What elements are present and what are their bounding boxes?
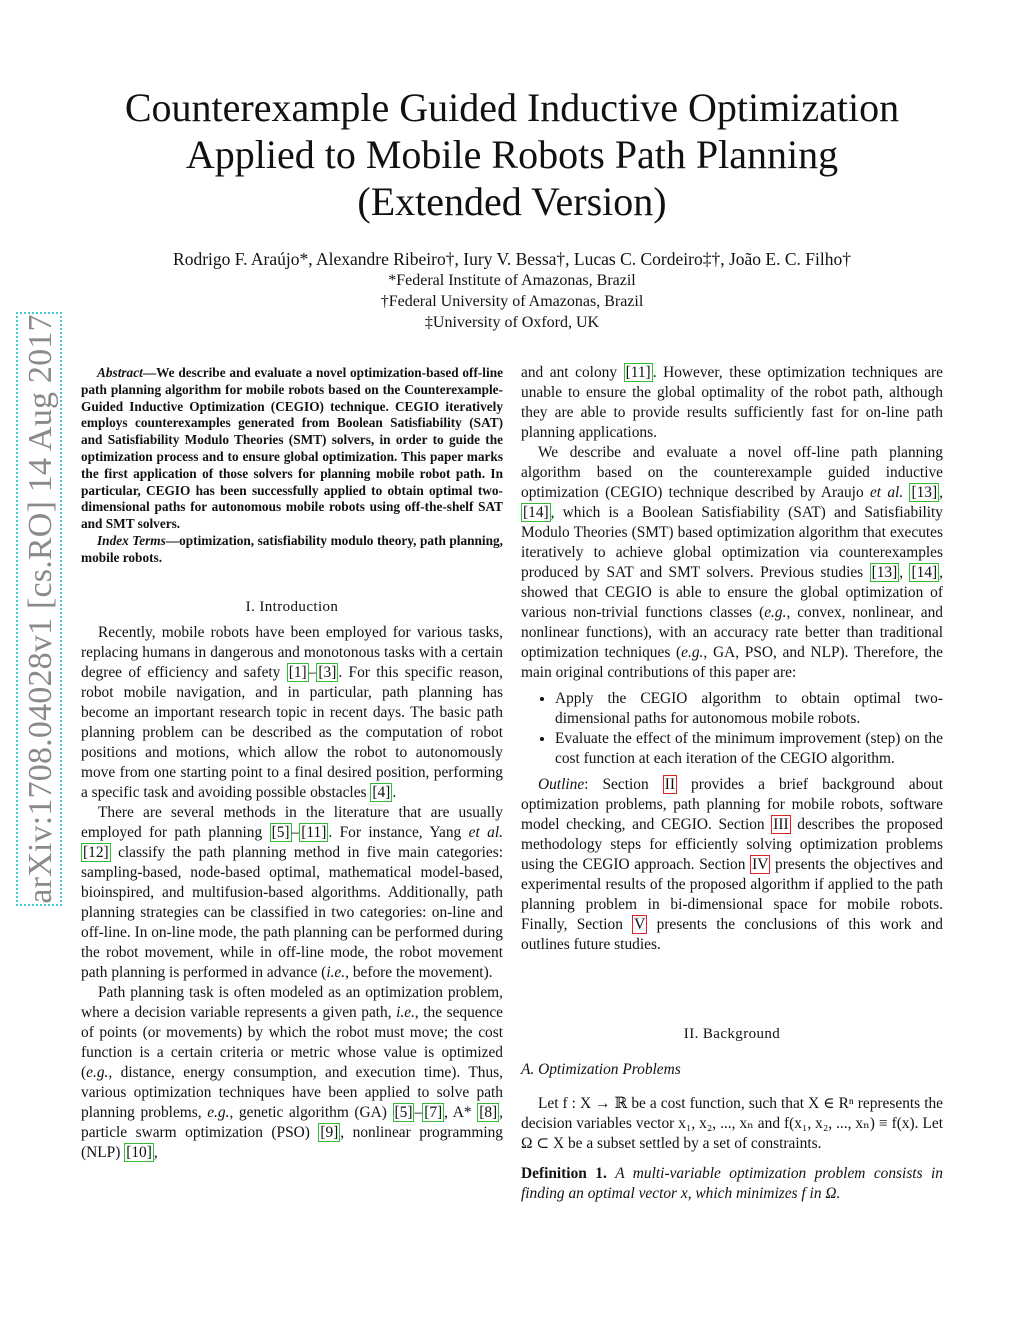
title-line-2: Applied to Mobile Robots Path Planning: [185, 132, 839, 177]
citation-link[interactable]: [3]: [318, 664, 337, 681]
outline-label: Outline: [538, 776, 585, 793]
right-column-text: [521, 363, 943, 955]
citation-link[interactable]: [13]: [871, 564, 898, 581]
citation-link[interactable]: [13]: [911, 484, 938, 501]
index-terms-text: —optimization, satisfiability modulo theory, path planning, mobile robots.: [81, 532, 503, 565]
citation-link[interactable]: [12]: [83, 844, 109, 861]
list-item: • Apply the CEGIO algorithm to obtain optimal two-dimensional paths for autonomous mobile robots.: [555, 689, 943, 729]
citation-link[interactable]: [7]: [424, 1104, 443, 1121]
author-list: Rodrigo F. Araújo*, Alexandre Ribeiro†, Iury V. Bessa†, Lucas C. Cordeiro‡†, João E. C. Filho†: [173, 249, 851, 269]
list-item: • Evaluate the effect of the minimum improvement (step) on the cost function at each iteration of the CEGIO algorithm.: [555, 729, 943, 769]
intro-paragraph-2: There are several methods in the literature that are usually employed for path planning [5] – [11] . For instance, Yang et al. [12] classify the path planning method in five main categories: sampling-based, node-based optimal, mathematical model-based, bioinspired, and multifusion-based algorithms. Additionally, path planning strategies can be classified in two categories: on-line and off-line. In on-line mode, the path planning can be performed during the robot movement, while in off-line mode, the robot movement path planning is performed in advance (i.e., before the movement).: [81, 804, 503, 981]
intro-paragraph-4: We describe and evaluate a novel off-line path planning algorithm based on the counterexample guided inductive optimization (CEGIO) technique described by Araujo et al. [13] , [14] , which is a Boolean Satisfiability (SAT) and Satisfiability Modulo Theories (SMT) based optimization algorithm that executes iteratively to achieve global optimization via counterexamples produced by SAT and SMT solvers. Previous studies [13] , [14] , showed that CEGIO is able to ensure the global optimization of various non-trivial functions classes (e.g., convex, nonlinear, and nonlinear functions), with an accuracy rate better than traditional optimization techniques (e.g., GA, PSO, and NLP). Therefore, the main original contributions of this paper are:: [521, 444, 943, 681]
definition-1: Definition 1. A multi-variable optimization problem consists in finding an optimal vector x, which minimizes f in Ω.: [521, 1165, 943, 1202]
citation-link[interactable]: [11]: [625, 364, 651, 381]
outline-paragraph: Outline: Section II provides a brief background about optimization problems, path planning for mobile robots, software model checking, and CEGIO. Section III describes the proposed methodology steps for efficiently solving optimization problems using the CEGIO approach. Section IV presents the objectives and experimental results of the proposed algorithm if applied to the path planning problem in bi-dimensional space for mobile robots. Finally, Section V presents the conclusions of this work and outlines future studies.: [521, 776, 943, 953]
citation-link[interactable]: [11]: [301, 824, 327, 841]
index-terms-label: Index Terms: [97, 532, 166, 548]
citation-link[interactable]: [4]: [372, 784, 391, 801]
affiliation-2: †Federal University of Amazonas, Brazil: [380, 293, 644, 310]
section-link[interactable]: V: [634, 916, 646, 933]
title-line-3: (Extended Version): [357, 179, 667, 224]
citation-link[interactable]: [8]: [479, 1104, 498, 1121]
paper-title: [100, 84, 924, 225]
section-heading-introduction: I. Introduction: [245, 599, 339, 615]
background-text: [521, 1094, 943, 1204]
intro-text: [81, 623, 503, 1163]
citation-link[interactable]: [5]: [394, 1104, 413, 1121]
intro-paragraph-3: Path planning task is often modeled as an optimization problem, where a decision variable represents a given path, i.e., the sequence of points (or movements) by which the robot must move; the cost function is a certain criteria or metric whose value is optimized (e.g., distance, energy consumption, and execution time). Thus, various optimization techniques have been applied to solve path planning problems, e.g., genetic algorithm (GA) [5] – [7] , A* [8] , particle swarm optimization (PSO) [9] , nonlinear programming (NLP) [10] ,: [81, 984, 503, 1161]
abstract: [81, 365, 503, 567]
title-line-1: Counterexample Guided Inductive Optimization: [124, 85, 900, 130]
citation-link[interactable]: [14]: [911, 564, 938, 581]
section-link[interactable]: IV: [752, 856, 769, 873]
affiliation-3: ‡University of Oxford, UK: [424, 314, 600, 331]
citation-link[interactable]: [5]: [271, 824, 290, 841]
citation-link[interactable]: [14]: [523, 504, 549, 521]
section-link[interactable]: III: [773, 816, 789, 833]
citation-link[interactable]: [1]: [288, 664, 307, 681]
section-heading-background: II. Background: [683, 1026, 781, 1042]
subsection-optimization-problems: A. Optimization Problems: [521, 1061, 681, 1078]
contributions-list: [521, 689, 943, 769]
intro-paragraph-1: Recently, mobile robots have been employed for various tasks, replacing humans in dangerous and monotonous tasks with a certain degree of efficiency and safety [1] – [3] . For this specific reason, robot mobile navigation, and in particular, path planning has become an important research topic in recent days. The basic path planning problem can be described as the computation of robot positions and motions, which allow the robot to autonomously move from one starting point to a final desired position, performing a specific task and avoiding possible obstacles [4] .: [81, 624, 503, 801]
affiliation-1: *Federal Institute of Amazonas, Brazil: [388, 272, 636, 289]
citation-link[interactable]: [10]: [126, 1144, 152, 1161]
abstract-text: —We describe and evaluate a novel optimization-based off-line path planning algorithm for mobile robots based on the Counterexample-Guided Inductive Optimization (CEGIO) technique. CEGIO iteratively employs counterexamples generated from Boolean Satisfiability (SAT) and Satisfiability Modulo Theories (SMT) solvers, in order to guide the optimization process and to ensure global optimization. This paper marks the first application of those solvers for planning mobile robot path. In particular, CEGIO has been successfully applied to obtain optimal two-dimensional paths for autonomous mobile robots using off-the-shelf SAT and SMT solvers.: [81, 365, 503, 532]
arxiv-identifier: arXiv:1708.04028v1 [cs.RO] 14 Aug 2017: [22, 314, 59, 904]
abstract-label: Abstract: [97, 365, 143, 380]
intro-continuation: and ant colony [11] . However, these optimization techniques are unable to ensure the global optimality of the robot path, although they are able to provide results sufficiently fast for on-line path planning applications.: [521, 364, 943, 441]
background-paragraph: Let f : X → ℝ be a cost function, such that X ∈ Rⁿ represents the decision variables vector x₁, x₂, ..., xₙ and f(x₁, x₂, ..., xₙ) ≡ f(x). Let Ω ⊂ X be a subset settled by a set of constraints.: [521, 1095, 943, 1152]
section-link[interactable]: II: [664, 776, 675, 793]
citation-link[interactable]: [9]: [320, 1124, 339, 1141]
